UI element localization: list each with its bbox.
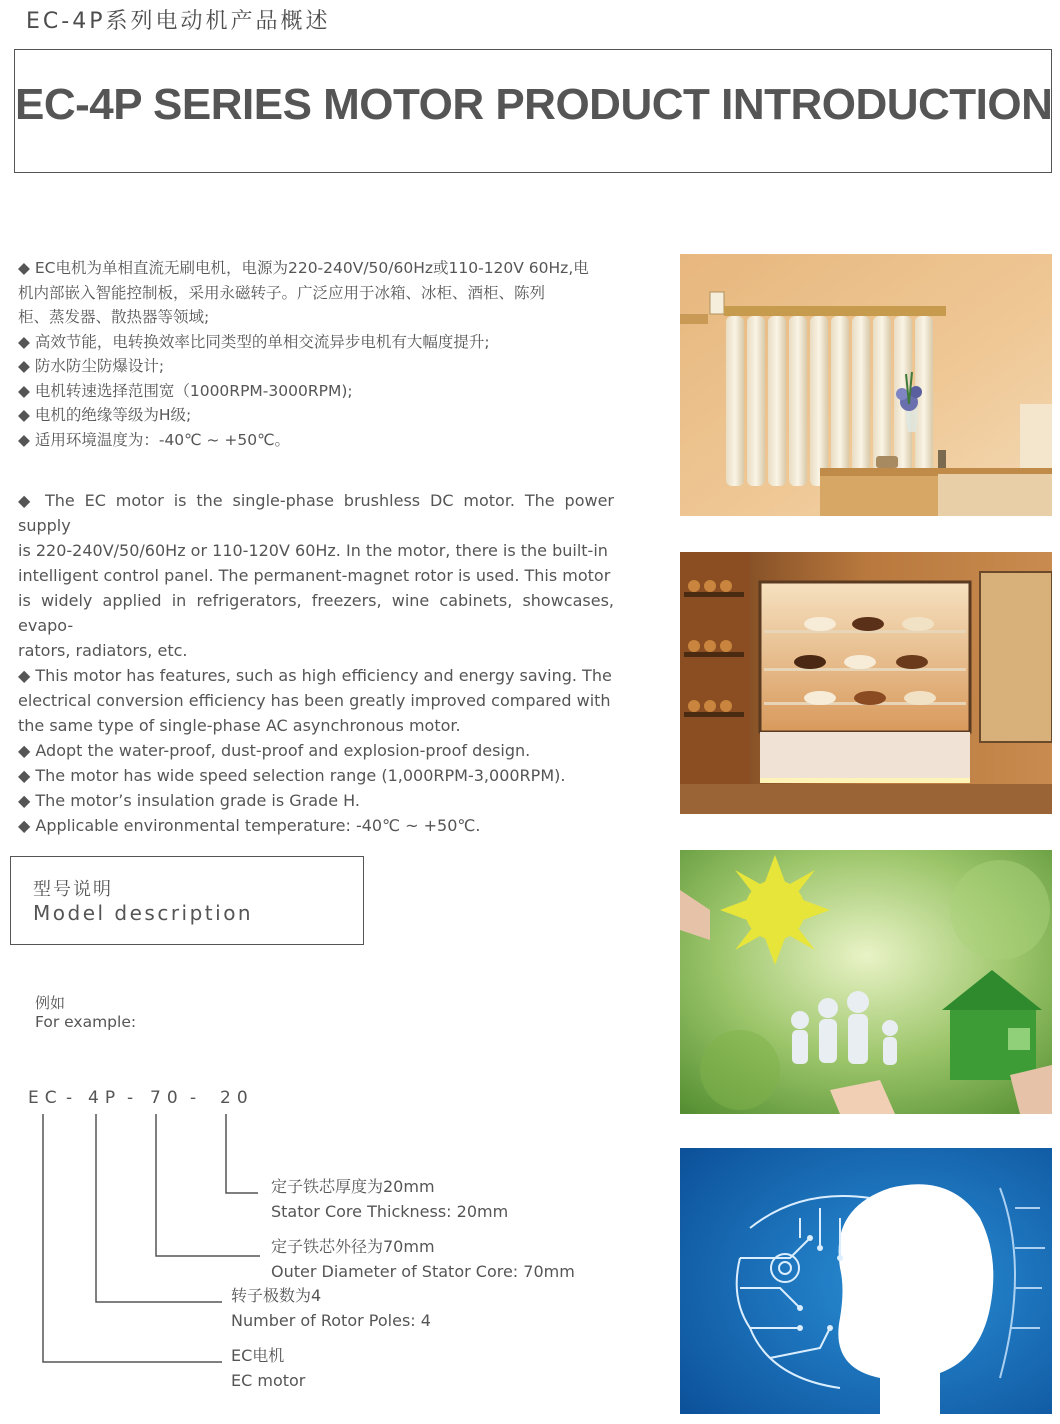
example-label-cn: 例如	[35, 994, 66, 1012]
feature-cn-line: 柜、蒸发器、散热器等领域;	[18, 308, 210, 326]
model-title-cn: 型号说明	[33, 879, 113, 900]
model-title-en: Model description	[33, 901, 254, 925]
feature-en-line: ◆ The motor’s insulation grade is Grade H.	[18, 791, 360, 810]
feature-cn-line: ◆ EC电机为单相直流无刷电机，电源为220-240V/50/60Hz或110-120V 60Hz,电	[18, 259, 589, 277]
legend-en: Number of Rotor Poles: 4	[231, 1311, 431, 1330]
feature-en-line: ◆ The motor has wide speed selection range (1,000RPM-3,000RPM).	[18, 766, 566, 785]
feature-en-line: electrical conversion efficiency has been greatly improved compared with	[18, 691, 611, 710]
top-title: EC-4P系列电动机产品概述	[26, 9, 331, 34]
legend-thickness	[271, 1174, 508, 1224]
legend-rotor-poles	[231, 1283, 431, 1333]
legend-cn: 转子极数为4	[231, 1286, 322, 1305]
feature-cn-line: ◆ 高效节能，电转换效率比同类型的单相交流异步电机有大幅度提升;	[18, 332, 490, 351]
code-part-20: 20	[220, 1088, 254, 1108]
feature-en-line: is 220-240V/50/60Hz or 110-120V 60Hz. In the motor, there is the built-in	[18, 541, 608, 560]
feature-cn-line: ◆ 防水防尘防爆设计;	[18, 357, 165, 375]
code-dash: -	[127, 1088, 140, 1108]
legend-en: Stator Core Thickness: 20mm	[271, 1202, 509, 1221]
feature-en-line: the same type of single-phase AC asynchronous motor.	[18, 716, 461, 735]
feature-en-line: is widely applied in refrigerators, freezers, wine cabinets, showcases, evapo-	[18, 591, 614, 635]
bracket-line-20	[226, 1114, 258, 1193]
code-part-70: 70	[150, 1088, 184, 1108]
feature-en-line: ◆ This motor has features, such as high efficiency and energy saving. The	[18, 666, 612, 685]
bracket-line-ec	[43, 1114, 222, 1362]
feature-cn-line: ◆ 适用环境温度为：-40℃ ~ +50℃。	[18, 430, 291, 449]
feature-en-line: ◆ Applicable environmental temperature: -40℃ ~ +50℃.	[18, 816, 481, 835]
legend-en: Outer Diameter of Stator Core: 70mm	[271, 1262, 575, 1281]
feature-en-line: ◆ The EC motor is the single-phase brushless DC motor. The power supply	[18, 491, 614, 535]
legend-cn: 定子铁芯外径为70mm	[271, 1237, 435, 1256]
feature-cn-line: 机内部嵌入智能控制板，采用永磁转子。广泛应用于冰箱、冰柜、酒柜、陈列	[18, 283, 546, 302]
feature-cn-line: ◆ 电机的绝缘等级为H级;	[18, 406, 192, 424]
example-label-en: For example:	[35, 1013, 137, 1031]
bracket-line-4p	[96, 1114, 222, 1302]
legend-outer-diameter	[271, 1234, 575, 1284]
main-title: EC-4P SERIES MOTOR PRODUCT INTRODUCTION	[15, 80, 1053, 129]
legend-ec-motor	[231, 1343, 305, 1393]
legend-cn: 定子铁芯厚度为20mm	[271, 1177, 435, 1196]
legend-en: EC motor	[231, 1371, 306, 1390]
code-dash: -	[66, 1088, 79, 1108]
feature-cn-line: ◆ 电机转速选择范围宽（1000RPM-3000RPM);	[18, 381, 353, 400]
legend-cn: EC电机	[231, 1346, 285, 1365]
feature-en-line: ◆ Adopt the water-proof, dust-proof and explosion-proof design.	[18, 741, 531, 760]
code-part-4p: 4P	[88, 1088, 122, 1108]
feature-en-line: intelligent control panel. The permanent-magnet rotor is used. This motor	[18, 566, 611, 585]
code-part-ec: EC	[28, 1088, 63, 1108]
feature-en-line: rators, radiators, etc.	[18, 641, 188, 660]
bracket-line-70	[156, 1114, 260, 1256]
code-dash: -	[190, 1088, 203, 1108]
